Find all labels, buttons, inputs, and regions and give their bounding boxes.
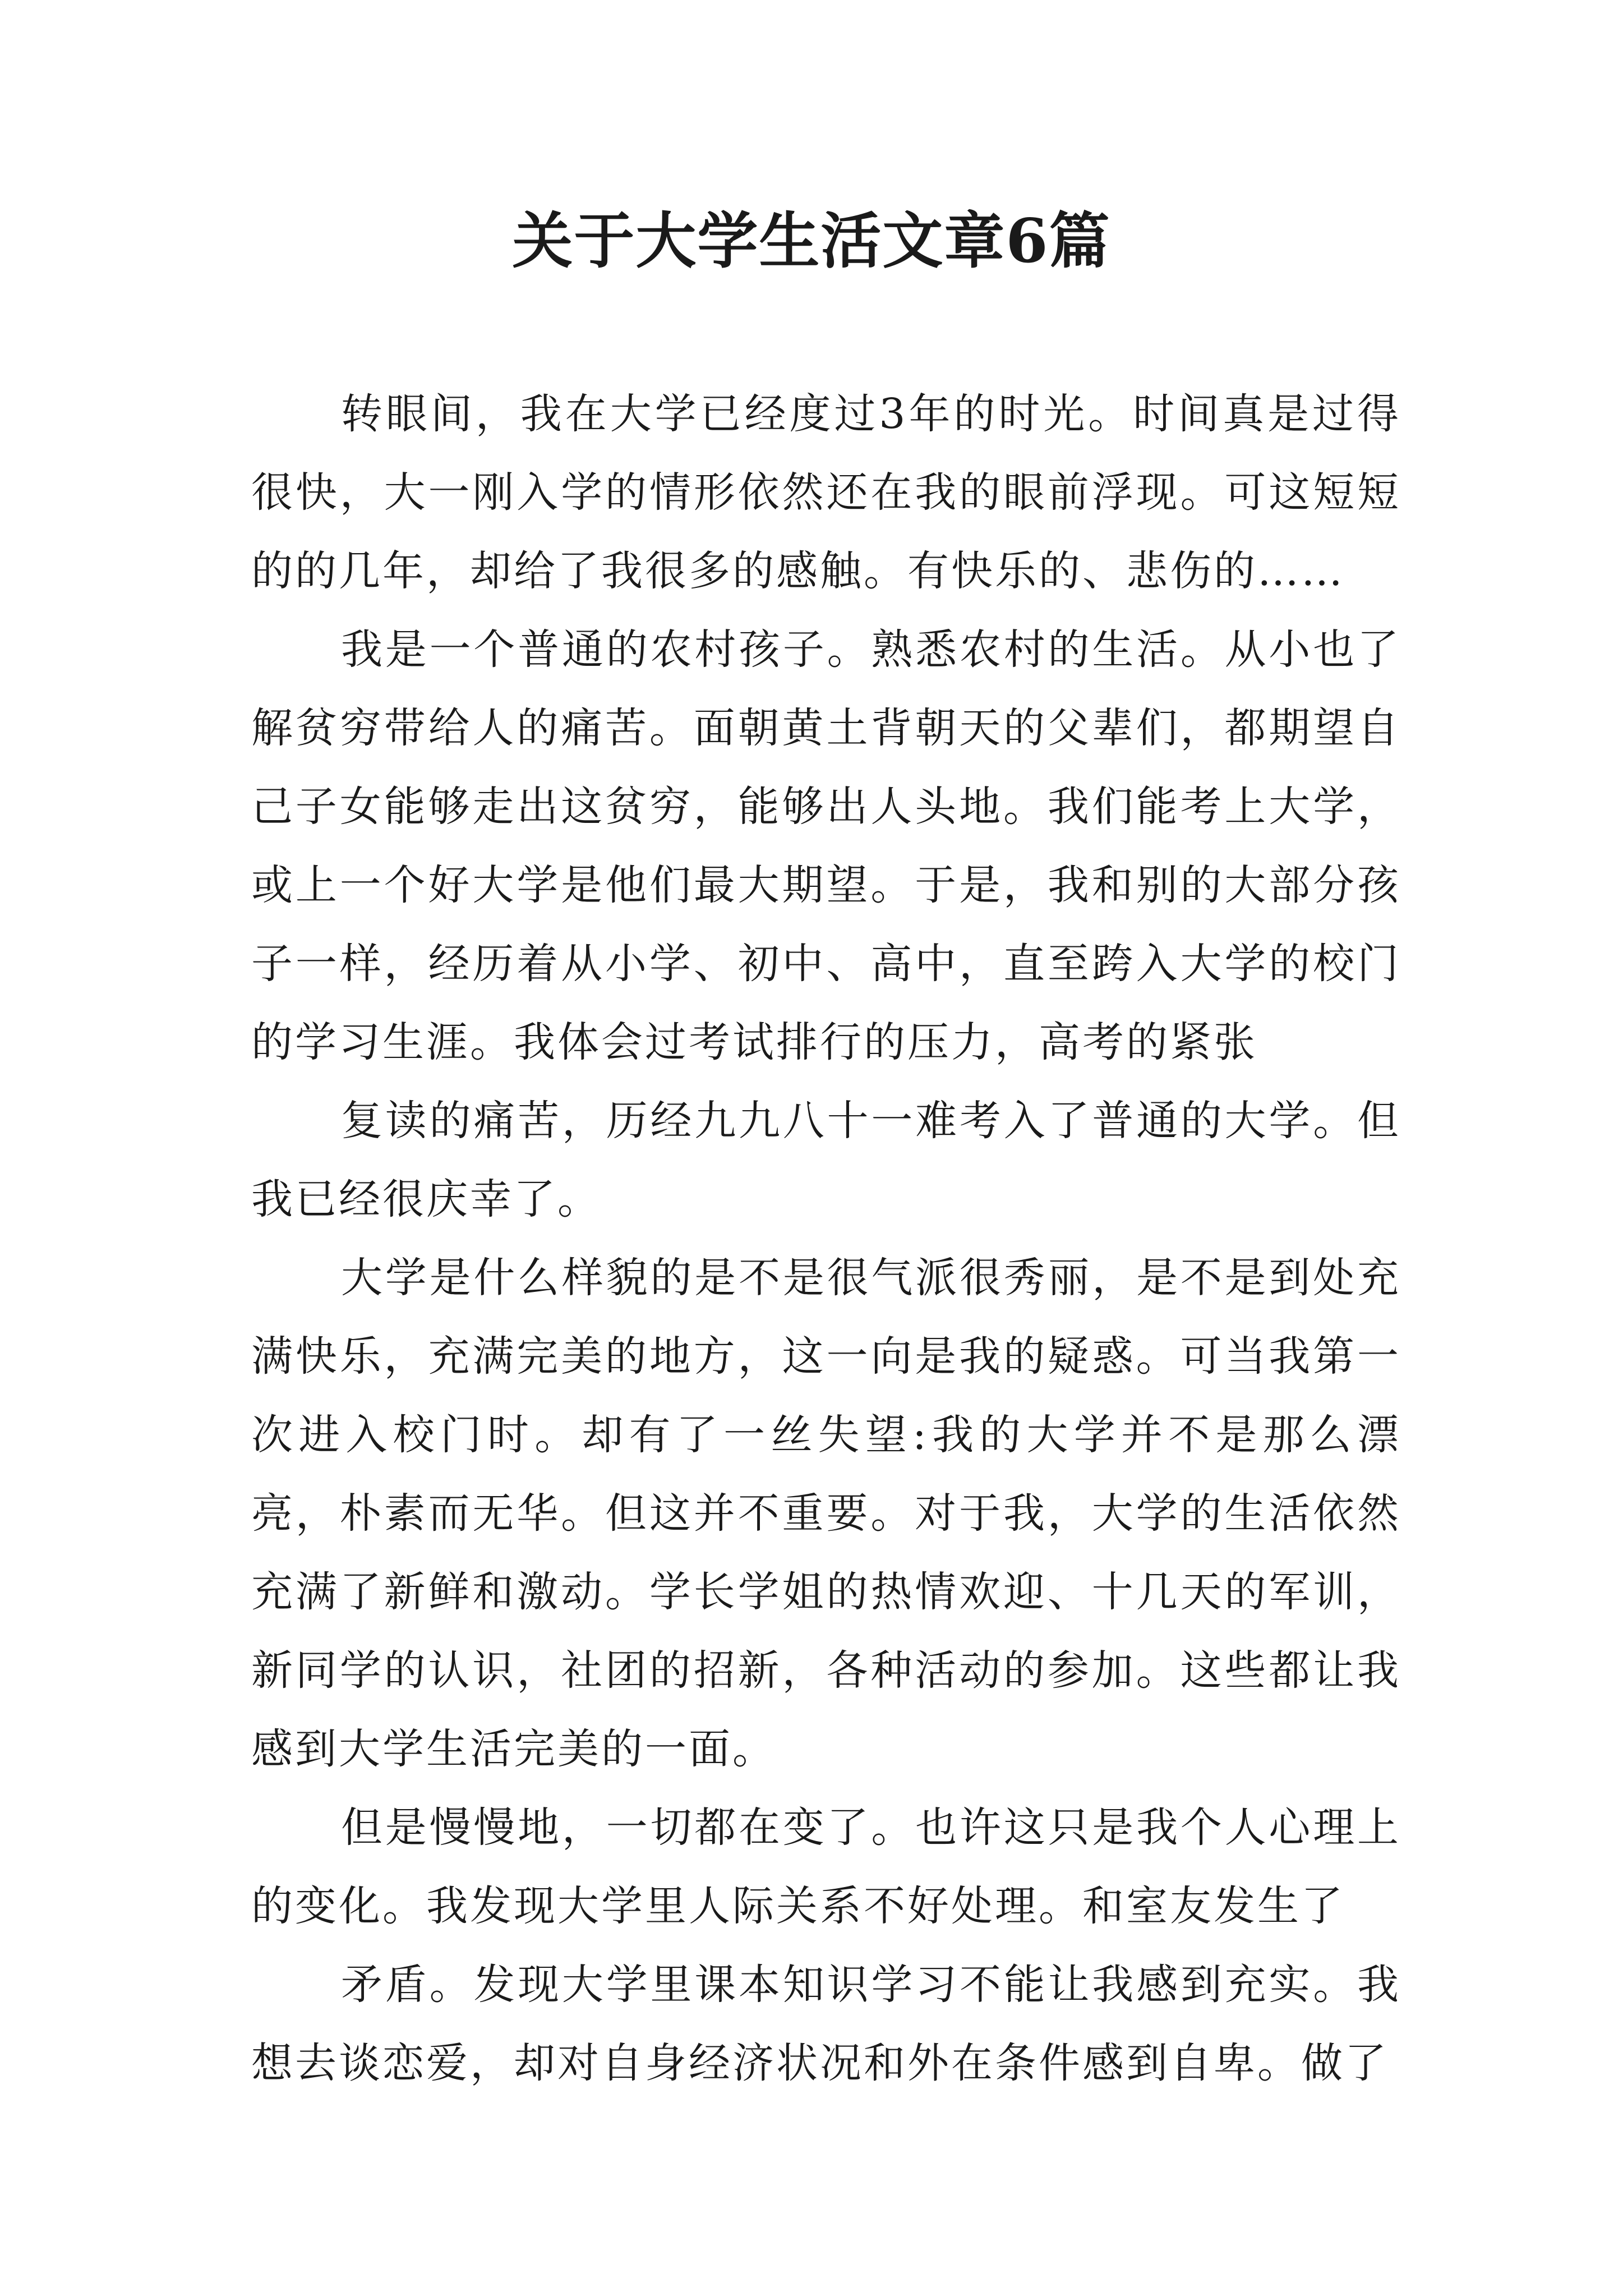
paragraph: 复读的痛苦，历经九九八十一难考入了普通的大学。但我已经很庆幸了。: [251, 1097, 1401, 1223]
paragraph: 我是一个普通的农村孩子。熟悉农村的生活。从小也了解贫穷带给人的痛苦。面朝黄土背朝天的父辈们，都期望自己子女能够走出这贫穷，能够出人头地。我们能考上大学，或上一个好大学是他们最大期望。于是，我和别的大部分孩子一样，经历着从小学、初中、高中，直至跨入大学的校门的学习生涯。我体会过考试排行的压力，高考的紧张: [251, 625, 1401, 1066]
document-title: 关于大学生活文章6篇: [512, 206, 1111, 277]
paragraph: 大学是什么样貌的是不是很气派很秀丽，是不是到处充满快乐，充满完美的地方，这一向是我的疑惑。可当我第一次进入校门时。却有了一丝失望:我的大学并不是那么漂亮，朴素而无华。但这并不重要。对于我，大学的生活依然充满了新鲜和激动。学长学姐的热情欢迎、十几天的军训，新同学的认识，社团的招新，各种活动的参加。这些都让我感到大学生活完美的一面。: [251, 1254, 1401, 1773]
document-body: [251, 375, 1401, 2102]
paragraph: 转眼间，我在大学已经度过3年的时光。时间真是过得很快，大一刚入学的情形依然还在我的眼前浮现。可这短短的的几年，却给了我很多的感触。有快乐的、悲伤的……: [251, 390, 1401, 595]
paragraph: 但是慢慢地，一切都在变了。也许这只是我个人心理上的变化。我发现大学里人际关系不好处理。和室友发生了: [251, 1803, 1401, 1930]
paragraph: 矛盾。发现大学里课本知识学习不能让我感到充实。我想去谈恋爱，却对自身经济状况和外在条件感到自卑。做了: [251, 1961, 1401, 2087]
